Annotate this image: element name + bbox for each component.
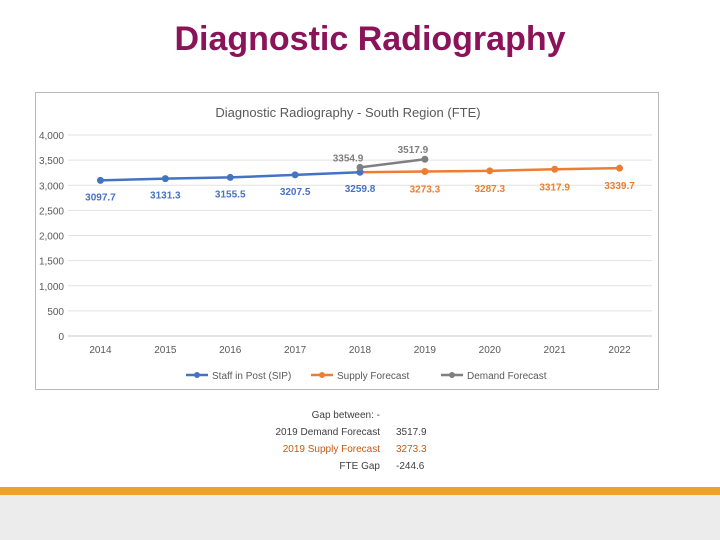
- gap-label: 2019 Supply Forecast: [282, 444, 380, 455]
- x-tick-label: 2019: [413, 345, 437, 356]
- data-label: 3097.7: [85, 192, 116, 204]
- data-label: 3207.5: [279, 186, 311, 198]
- data-label: 3259.8: [344, 184, 376, 196]
- gap-row-demand: [250, 427, 470, 444]
- gap-heading: Gap between: -: [311, 410, 380, 421]
- x-tick-label: 2022: [608, 345, 631, 356]
- x-tick-label: 2020: [478, 345, 501, 356]
- data-point: [616, 165, 623, 172]
- x-tick-label: 2014: [89, 345, 112, 356]
- data-label: 3339.7: [604, 181, 635, 193]
- line-chart: [36, 93, 660, 391]
- gap-row-supply: [250, 444, 470, 461]
- gap-row-fte-gap: [250, 461, 470, 478]
- x-tick-label: 2015: [154, 345, 177, 356]
- chart-frame: [35, 92, 659, 390]
- gap-heading-row: [250, 410, 470, 427]
- y-tick-label: 4,000: [38, 131, 64, 142]
- data-label: 3273.3: [409, 184, 441, 196]
- y-tick-label: 3,000: [38, 181, 64, 193]
- data-label: 3354.9: [332, 153, 364, 165]
- gap-table: [250, 410, 470, 478]
- legend-label: Staff in Post (SIP): [212, 371, 292, 382]
- y-tick-label: 3,500: [38, 156, 64, 168]
- x-tick-label: 2021: [543, 345, 566, 356]
- gap-value: 3517.9: [396, 427, 427, 438]
- data-point: [292, 171, 299, 178]
- y-tick-label: 1,000: [38, 281, 64, 293]
- y-tick-label: 1,500: [38, 256, 64, 268]
- data-point: [162, 175, 169, 182]
- chart-title: Diagnostic Radiography - South Region (FTE): [215, 105, 481, 120]
- data-point: [421, 156, 428, 163]
- x-axis-ticks: [89, 345, 631, 356]
- x-tick-label: 2016: [219, 345, 242, 356]
- data-point: [421, 168, 428, 175]
- data-point: [227, 174, 234, 181]
- data-label: 3517.9: [397, 145, 429, 157]
- footer-band: [0, 495, 720, 540]
- x-tick-label: 2017: [283, 345, 307, 356]
- gap-label: FTE Gap: [339, 461, 380, 472]
- y-tick-label: 2,500: [38, 206, 64, 218]
- legend-label: Supply Forecast: [337, 371, 410, 382]
- legend-label: Demand Forecast: [467, 371, 547, 382]
- data-point: [486, 167, 493, 174]
- data-point: [551, 166, 558, 173]
- y-tick-label: 0: [58, 332, 64, 343]
- gap-value: -244.6: [396, 461, 425, 472]
- data-point: [97, 177, 104, 184]
- y-axis-ticks: [39, 131, 64, 343]
- legend-marker: [194, 372, 200, 378]
- legend-marker: [319, 372, 325, 378]
- slide-title: Diagnostic Radiography: [174, 20, 566, 58]
- data-label: 3317.9: [539, 182, 570, 194]
- data-label: 3131.3: [150, 190, 181, 202]
- gap-value: 3273.3: [396, 444, 427, 455]
- y-tick-label: 2,000: [38, 231, 64, 243]
- data-point: [357, 164, 364, 171]
- legend-marker: [449, 372, 455, 378]
- legend: [186, 371, 547, 382]
- data-label: 3287.3: [474, 183, 506, 195]
- data-label: 3155.5: [214, 189, 246, 201]
- gap-label: 2019 Demand Forecast: [275, 427, 380, 438]
- x-tick-label: 2018: [348, 345, 372, 356]
- y-tick-label: 500: [47, 306, 64, 318]
